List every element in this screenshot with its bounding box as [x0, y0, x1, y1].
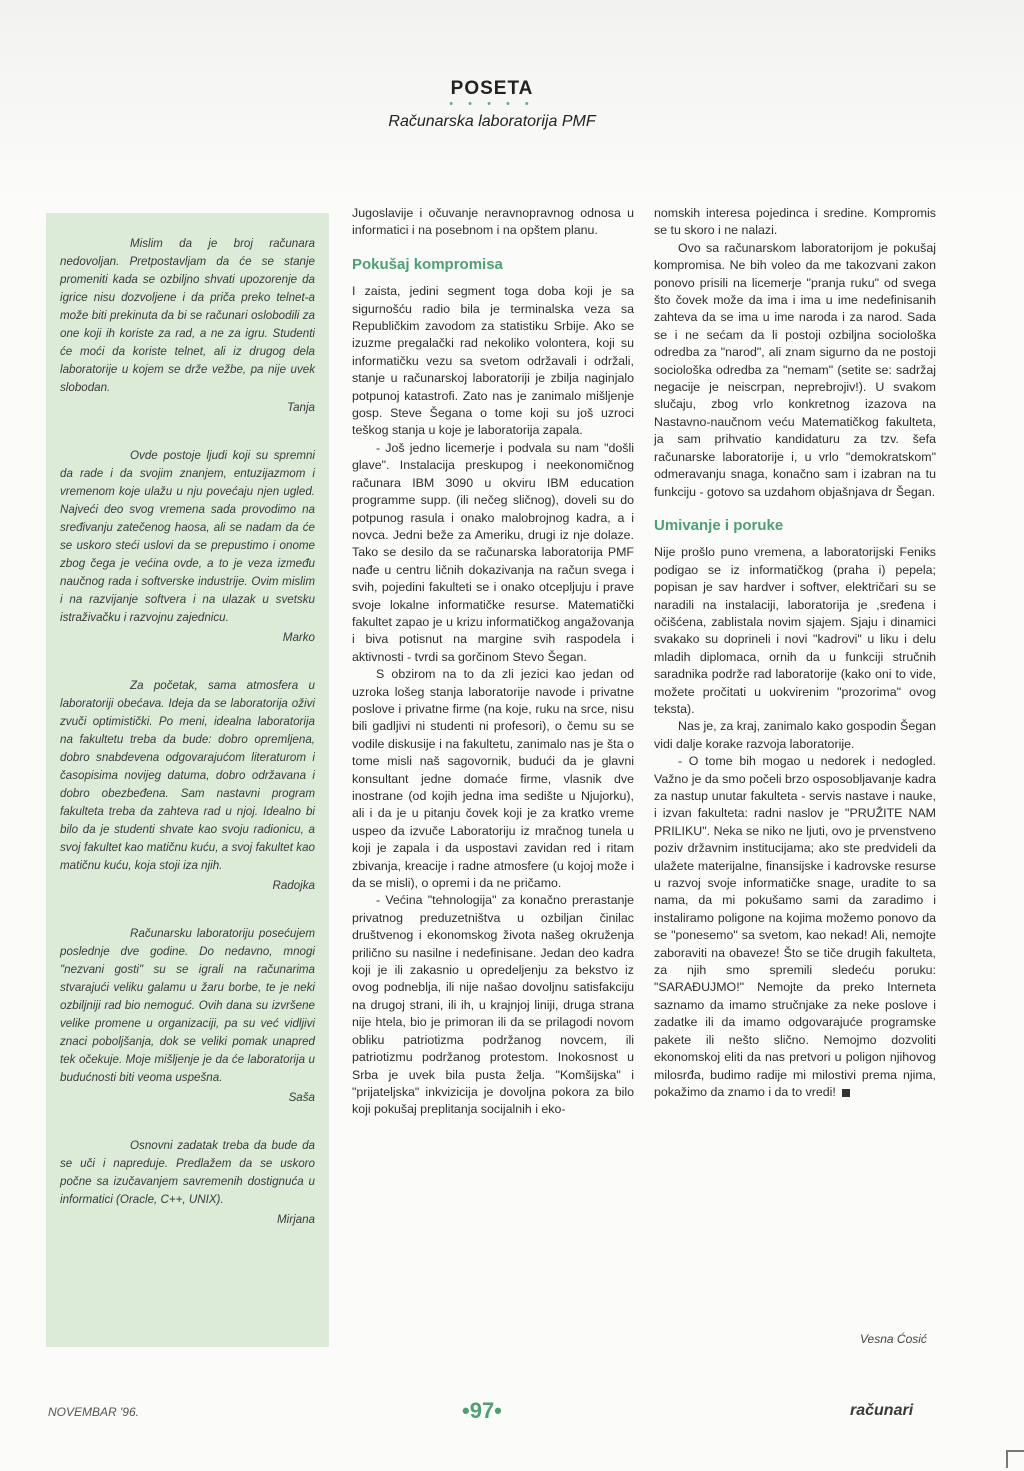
paragraph: Ovo sa računarskom laboratorijom je pokušaj kompromisa. Ne bih voleo da me takozvani zakon ponovo prisili na licemerje "pranja ruku" od svega što čovek može da ima i ima u ime nedefinisanih zahteva da se ima u ime naroda i za narod. Sada se i ne sećam da li postoji ozbiljna sociološka odredba za "narod", ali znam sigurno da ne postoji sociološka odredba za "nemam" (setite se: sadržaj negacije je neiscrpan, neprebrojiv!). U svakom slučaju, zbog vrlo konkretnog izazova na Nastavno-naučnom veću Matematičkog fakulteta, ja sam prihvatio kandidaturu za tzv. šefa računarske laboratorije i, u vrlo "demokratskom" odmeravanju snaga, konačno sam i izabran na tu funkciju - gotovo sa uzdahom objašnjava dr Šegan. — [654, 240, 936, 499]
page-number: •97• — [462, 1398, 502, 1423]
paragraph: Nas je, za kraj, zanimalo kako gospodin Šegan vidi dalje korake razvoja laboratorije. — [654, 719, 936, 751]
section-label: POSETA — [450, 78, 534, 99]
paragraph-final — [654, 753, 936, 1101]
article-subtitle: Računarska laboratorija PMF — [388, 113, 596, 130]
paragraph: - Još jedno licemerje i podvala su nam "došli glave". Instalacija preskupog i neekonomičnog računara IBM 3090 u okviru IBM education programme supp. (ili nečeg sličnog), doveli su do potpunog rasula i onako malobrojnog kadra, a i novca. Jedni beže za Ameriku, drugi iz nje dolaze. Tako se desilo da se računarska laboratorija PMF nađe u centru ličnih dokazivanja na račun svega i svih, pojedini fakulteti se i onako otcepljuju i prave svoje lokalne informatičke resurse. Matematički fakultet zapao je u krizu informatičkog angažovanja i biva potisnut na margine svih raspodela i aktivnosti - tvrdi sa gorčinom Stevo Šegan. — [352, 440, 634, 664]
end-mark-icon — [842, 1089, 850, 1097]
quote-text: Za početak, sama atmosfera u laboratoriji obećava. Ideja da se laboratorija oživi zvuči optimistički. Po meni, idealna laboratorija na fakultetu treba da bude: dobro opremljena, dobro snabdevena odgovarajućom literaturom i časopisima novijeg datuma, dobro održavana i dobro obezbeđena. Sam nastavni program fakulteta treba da zahteva rad u njoj. Idealno bi bilo da je studenti shvate kao svoju radionicu, a svoj fakultet kao matičnu kuću, a svoj fakultet kao matičnu kuću, koja stoji iza njih. — [60, 679, 315, 872]
magazine-name: računari — [850, 1402, 914, 1419]
crop-mark-icon — [1006, 1450, 1024, 1468]
article-author: Vesna Ćosić — [860, 1332, 927, 1346]
quote-text: Osnovni zadatak treba da bude da se uči i napreduje. Predlažem da se uskoro počne sa izučavanjem savremenih dostignuća u informatici (Oracle, C++, UNIX). — [60, 1139, 315, 1206]
quote-author: Tanja — [287, 401, 315, 414]
quote-text: Računarsku laboratoriju posećujem poslednje dve godine. Do nedavno, mnogi "nezvani gosti" su se igrali na računarima stvarajući veliku galamu u žaru borbe, te je neki ozbiljniji rad bio nemoguć. Ovih dana su izvršene velike promene u organizaciji, pa su već vidljivi znaci poboljšanja, dok se veliki pomak unapred tek očekuje. Moje mišljenje je da će laboratorija u budućnosti biti veoma uspešna. — [60, 927, 315, 1084]
quote-author: Radojka — [272, 879, 315, 892]
quote-text: Ovde postoje ljudi koji su spremni da rade i da svojim znanjem, entuzijazmom i vremenom koje ulažu u nju povećaju njen ugled. Najveći deo svog vremena sada provodimo na sređivanju zatečenog haosa, ali se nadam da će se uskoro steći uslovi da se prepustimo i onome zbog čega je većina ovde, a to je veza između naučnog rada i softverske industrije. Ovim mislim i na razvijanje softvera i na ulazak u svetsku istraživačku i razvojnu zajednicu. — [60, 449, 315, 624]
article-header — [0, 78, 1024, 131]
quote-author: Mirjana — [276, 1213, 315, 1226]
quote-author: Marko — [282, 631, 315, 644]
paragraph-text: - O tome bih mogao u nedorek i nedogled. Važno je da smo počeli brzo osposobljavanje kadra za nastup unutar fakulteta - servis nastave i nauke, i izvan fakulteta: radni naslov je "PRUŽITE NAM PRILIKU". Neka se niko ne ljuti, ovo je prvenstveno poziv državnim institucijama; ako ste predvideli da ulažete materijalne, finansijske i kadrovske resurse u razvoj svoje informatičke snage, uradite to sa nama, da mi pokušamo sami da zaradimo i instaliramo poligone na kojima možemo ponovo da se "ponesemo" sa svetom, kao nekad! Ali, nemojte zaboraviti na obaveze! Što se tiče drugih fakulteta, za njih smo spremili sledeću poruku: "SARAĐUJMO!" Nemojte da preko Interneta saznamo da imamo stručnjake za neke poslove i zadatke ili da imamo odgovarajuće programske pakete ili nešto slično. Nemojmo dozvoliti ekonomskoj eliti da nas pretvori u poligon njihovog milosrđa, budimo radije mi milostivi prema njima, pokažimo da znamo i da to vredi! — [654, 754, 936, 1099]
paragraph: Nije prošlo puno vremena, a laboratorijski Feniks podigao se iz informatičkog (praha i) pepela; popisan je sav hardver i softver, električari su se naradili na instalaciji, laboratorija je ,sređena i očišćena, zablistala novim sjajem. Sjaju i dinamici svakako su doprineli i novi "kadrovi" u liku i delu mladih diplomaca, ornih da u funkciji stručnih saradnika podrže rad laboratorije (kako oni to vide, možete pročitati u uokvirenim "prozorima" ovog teksta). — [654, 545, 936, 716]
subheading-compromise: Pokušaj kompromisa — [352, 255, 503, 273]
paragraph: nomskih interesa pojedinca i sredine. Kompromis se tu skoro i ne nalazi. — [654, 206, 936, 238]
paragraph: - Većina "tehnologija" za konačno prerastanje privatnog preduzetništva u ozbiljan činilac društvenog i ekonomskog života našeg okruženja prilično su nasilne i nedefinisane. Jedan deo kadra koji je ili zakasnio u opredeljenju za bekstvo iz ovog podneblja, ili nije našao dovoljnu satisfakciju na drugoj strani, ili ih, u krajnjoj liniji, druga strana nije htela, bio je primoran ili da se prilagodi novom obliku patriotizma podržanog novcem, ili patriotizmu podržanog protestom. Inokosnost u Srba je uvek bila pusta želja. "Komšijska" i "prijateljska" inkvizicija je dovoljna pokora za bilo koji pokušaj preplitanja socijalnih i eko- — [352, 893, 634, 1117]
quotes-sidebar — [46, 213, 329, 1347]
quote-text: Mislim da je broj računara nedovoljan. Pretpostavljam da će se stanje promeniti kada se ozbiljno shvati upozorenje da igrice nisu dozvoljene i da priča preko telnet-a može biti prekinuta da bi se računari oslobodili za one koji ih koriste za rad, a ne za igru. Studenti će moći da koriste telnet, ali iz drugog dela laboratorije u kojem se drže vežbe, pa nije uvek slobodan. — [60, 237, 315, 394]
quote-author: Saša — [288, 1091, 315, 1104]
paragraph: S obzirom na to da zli jezici kao jedan od uzroka lošeg stanja laboratorije navode i privatne poslove i privatne firme (na koje, ruku na srce, nisu bili gadljivi ni studenti ni profesori), o čemu su se vodile diskusije i na fakultetu, zanimalo nas je šta o tome misli naš sagovornik, budući da je glavni konsultant jedne domaće firme, vlasnik dve inostrane (od kojih jedna ima sedište u Njujorku), ali i da je u pitanju čovek koji je za kratko vreme uspeo da izvuče Laboratoriju iz mračnog tunela u koji je zapala i da uspostavi zavidan red i ritam zbivanja, kreacije i radne atmosfere (u kojoj može i da se misli), o opremi i da ne pričamo. — [352, 667, 634, 891]
paragraph: I zaista, jedini segment toga doba koji je sa sigurnošću radio bila je terminalska veza sa Republičkim zavodom za statistiku Srbije. Ako se izuzme pregalački rad nekoliko volontera, koji su informatičku vezu sa svetom održavali i održali, stanje u računarskoj laboratoriji je zbilja naginjalo potpunoj katastrofi. Zato nas je zanimalo mišljenje gosp. Steve Šegana o tome koji su još uzroci teškog stanja u koje je laboratorija zapala. — [352, 284, 634, 438]
header-dots: • • • • • — [449, 98, 535, 110]
paragraph: Jugoslavije i očuvanje neravnopravnog odnosa u informatici i na posebnom i na opštem planu. — [352, 206, 634, 238]
subheading-washing-messages: Umivanje i poruke — [654, 516, 784, 534]
footer-date: NOVEMBAR '96. — [48, 1405, 139, 1419]
article-column-2 — [352, 205, 634, 1119]
article-column-3 — [654, 205, 936, 1101]
